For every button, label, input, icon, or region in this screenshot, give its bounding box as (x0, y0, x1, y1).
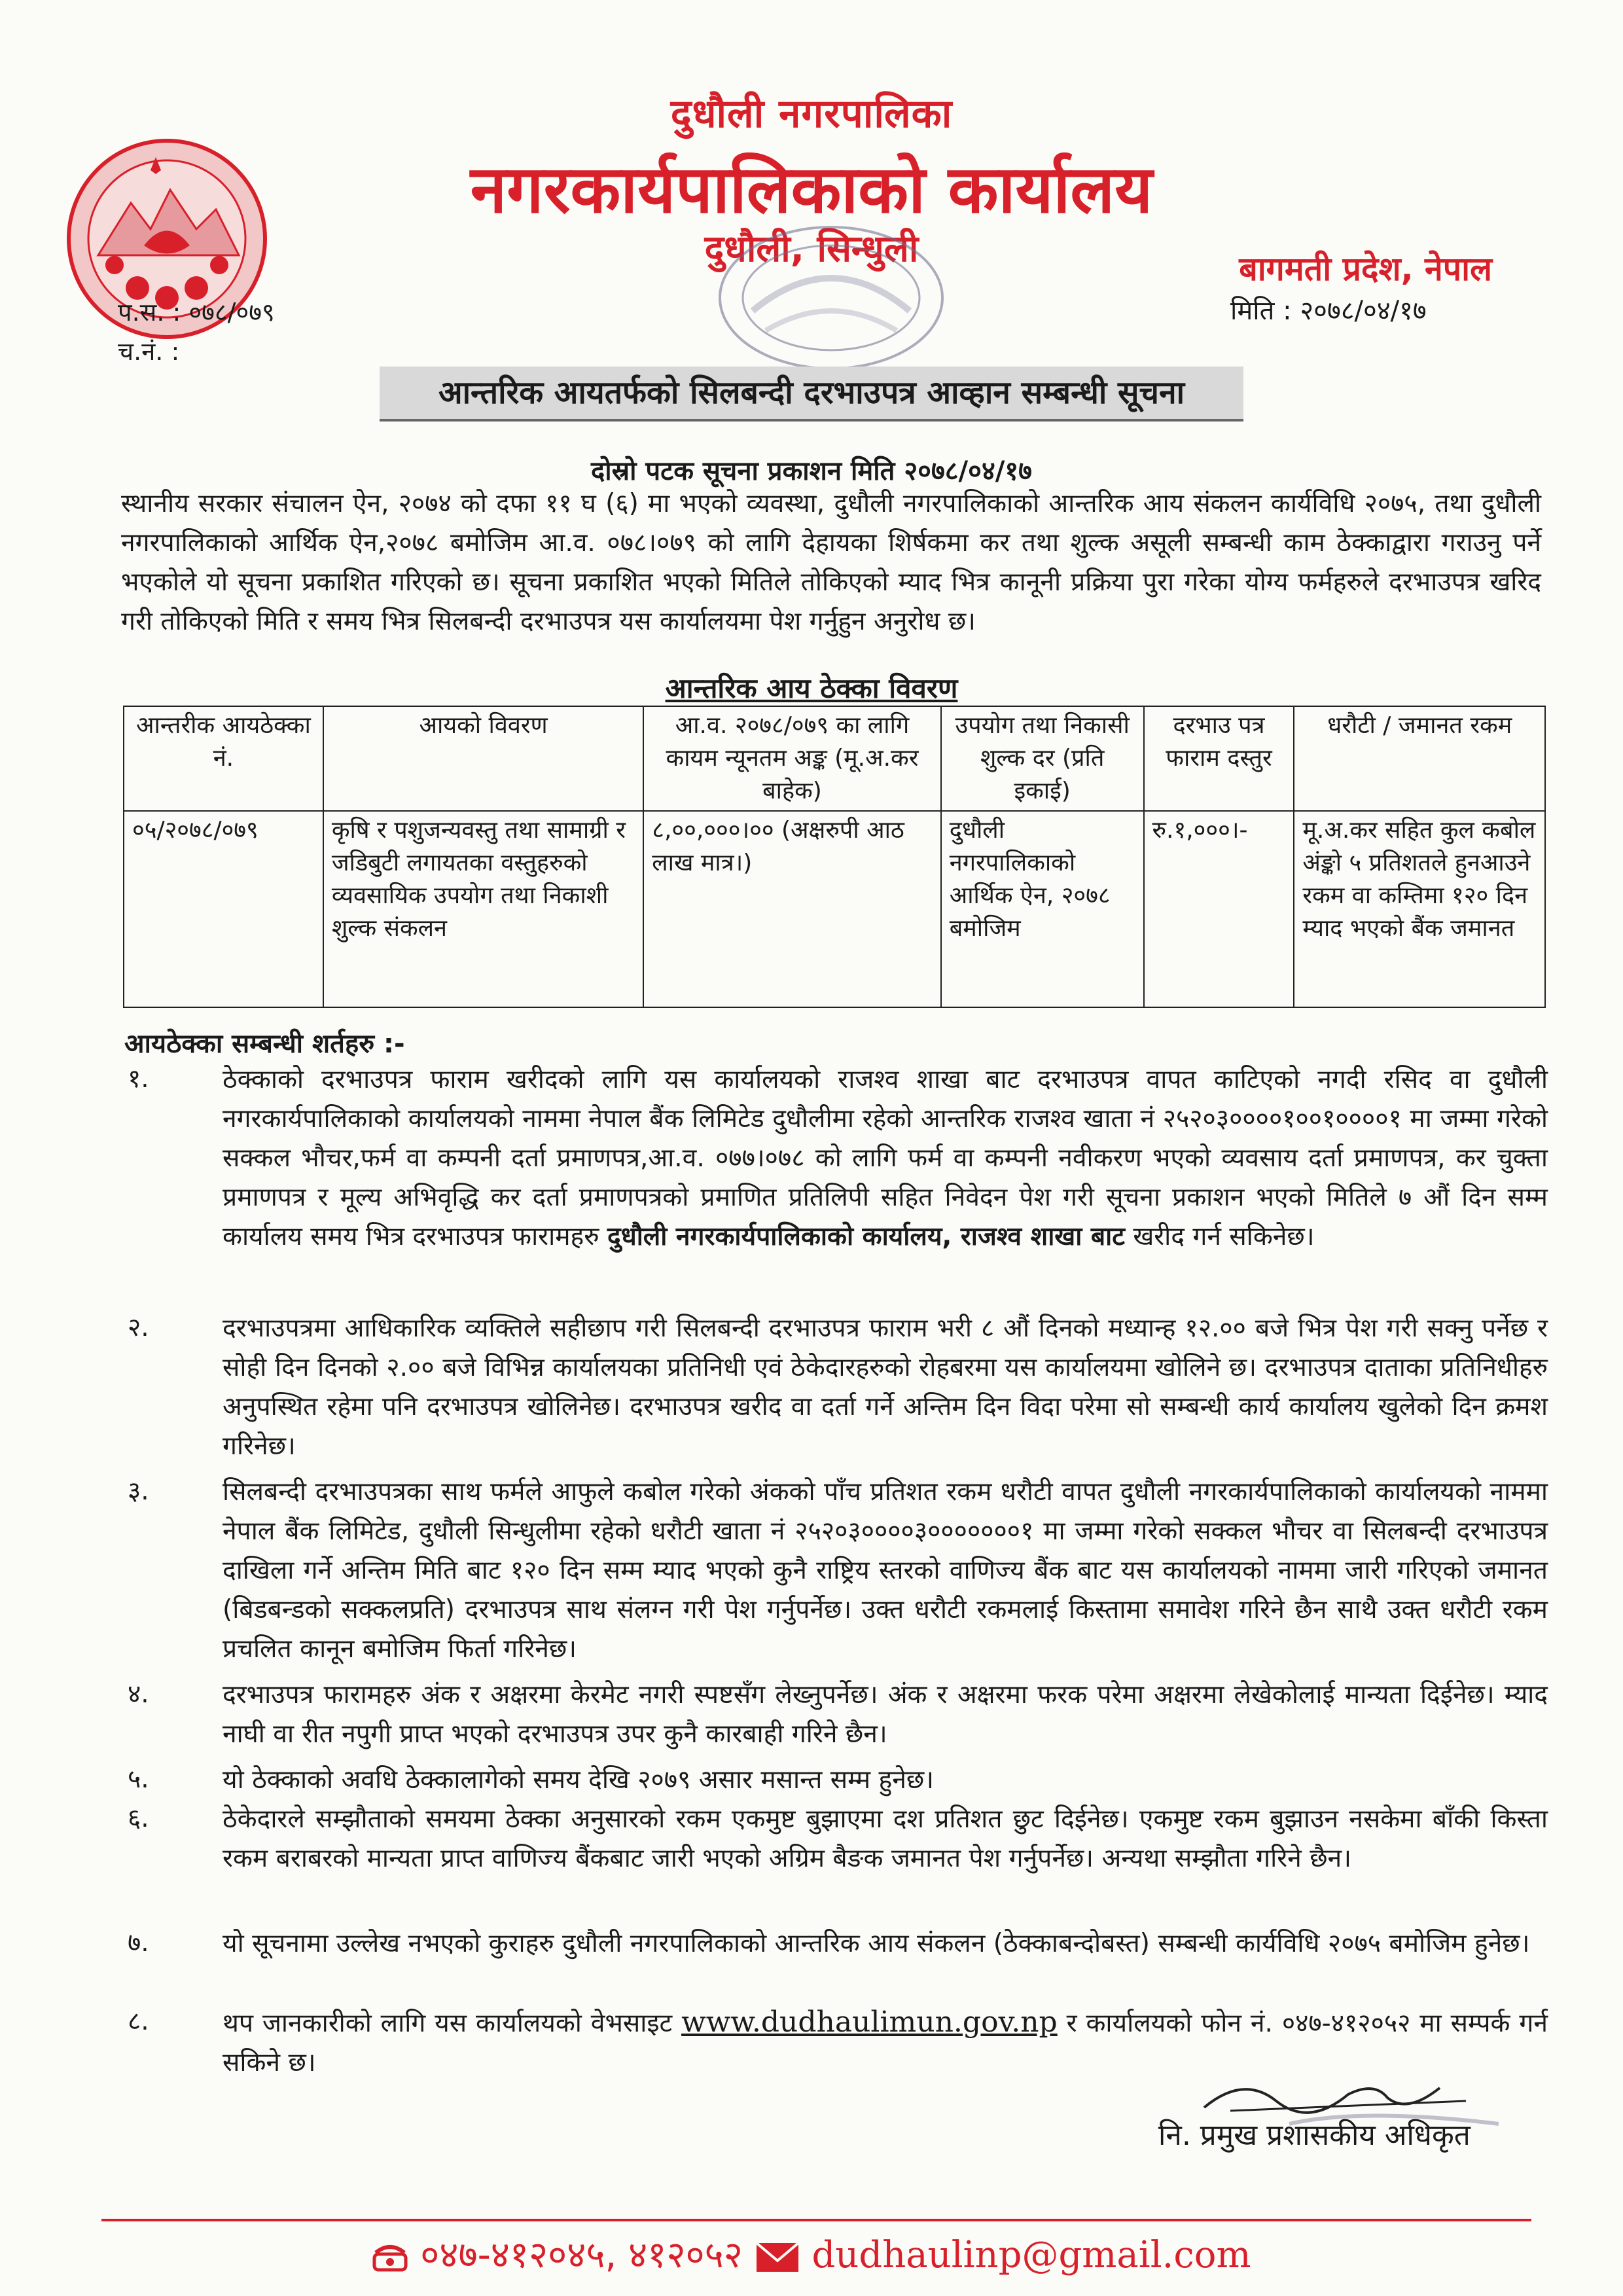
table-cell: मू.अ.कर सहित कुल कबोल अंङ्को ५ प्रतिशतले हुनआउने रकम वा कम्तिमा १२० दिन म्याद भएको बैंक जमानत (1294, 811, 1545, 1007)
condition-item: सिलबन्दी दरभाउपत्रका साथ फर्मले आफुले कबोल गरेको अंकको पाँच प्रतिशत रकम धरौटी वापत दुधौली नगरकार्यपालिकाको कार्यालयको नाममा नेपाल बैंक लिमिटेड, दुधौली सिन्धुलीमा रहेको धरौटी खाता नं २५२०३००००३०००००००१ मा जम्मा गरेको सक्कल भौचर वा सिलबन्दी दरभाउपत्र दाखिला गर्ने अन्तिम मिति बाट १२० दिन सम्म म्याद भएको कुनै राष्ट्रिय स्तरको वाणिज्य बैंक बाट यस कार्यालयको नाममा जारी गरिएको जमानत (बिडबन्डको सक्कलप्रति) दरभाउपत्र साथ संलग्न गरी पेश गर्नुपर्नेछ। उक्त धरौटी रकमलाई किस्तामा समावेश गरिने छैन साथै उक्त धरौटी रकम प्रचलित कानून बमोजिम फिर्ता गरिनेछ। (223, 1477, 1548, 1664)
office-stamp-icon (713, 219, 949, 376)
condition-bold-text: दुधौली नगरकार्यपालिकाको कार्यालय, राजश्व शाखा बाट (607, 1222, 1125, 1251)
table-cell: ८,००,०००।०० (अक्षरुपी आठ लाख मात्र।) (643, 811, 940, 1007)
signatory-title: नि. प्रमुख प्रशासकीय अधिकृत (1158, 2119, 1471, 2152)
mail-icon (755, 2241, 800, 2274)
intro-paragraph: स्थानीय सरकार संचालन ऐन, २०७४ को दफा ११ घ (६) मा भएको व्यवस्था, दुधौली नगरपालिकाको आन्तरिक आय संकलन कार्यविधि २०७५, तथा दुधौली नगरपालिकाको आर्थिक ऐन,२०७८ बमोजिम आ.व. ०७८।०७९ को लागि देहायका शिर्षकमा कर तथा शुल्क असूली सम्बन्धी काम ठेक्काद्वारा गराउनु पर्ने भएकोले यो सूचना प्रकाशित गरिएको छ। सूचना प्रकाशित भएको मितिले तोकिएको म्याद भित्र कानूनी प्रक्रिया पुरा गरेका योग्य फर्महरुले दरभाउपत्र खरिद गरी तोकिएको मिति र समय भित्र सिलबन्दी दरभाउपत्र यस कार्यालयमा पेश गर्नुहुन अनुरोध छ। (121, 489, 1541, 636)
table-header-cell: धरौटी / जमानत रकम (1294, 706, 1545, 811)
table-header-cell: आ.व. २०७८/०७९ का लागि कायम न्यूनतम अङ्क (मू.अ.कर बाहेक) (643, 706, 940, 811)
phone-numbers: ०४७-४१२०४५, ४१२०५२ (420, 2234, 743, 2276)
table-title: आन्तरिक आय ठेक्का विवरण (665, 672, 958, 704)
condition-item (223, 1060, 1548, 1257)
table-header-cell: उपयोग तथा निकासी शुल्क दर (प्रति इकाई) (941, 706, 1144, 811)
office-place: दुधौली, सिन्धुली (704, 228, 919, 270)
condition-tail-text: र कार्यालयको फोन नं. ०४७-४१२०५२ मा सम्पर्क गर्न सकिने छ। (223, 2009, 1548, 2077)
condition-item: यो सूचनामा उल्लेख नभएको कुराहरु दुधौली नगरपालिकाको आन्तरिक आय संकलन (ठेक्काबन्दोबस्त) सम्बन्धी कार्यविधि २०७५ बमोजिम हुनेछ। (223, 1929, 1530, 1958)
condition-number: ७. (128, 1928, 149, 1958)
table-header-cell: दरभाउ पत्र फाराम दस्तुर (1144, 706, 1294, 811)
publication-line: दोस्रो पटक सूचना प्रकाशन मिति २०७८/०४/१७ (591, 456, 1032, 486)
condition-number: ५. (128, 1765, 149, 1794)
contact-footer (0, 2229, 1623, 2278)
condition-item: दरभाउपत्रमा आधिकारिक व्यक्तिले सहीछाप गरी सिलबन्दी दरभाउपत्र फाराम भरी ८ औं दिनको मध्यान्ह १२.०० बजे भित्र पेश गरी सक्नु पर्नेछ र सोही दिन दिनको २.०० बजे विभिन्न कार्यालयका प्रतिनिधी एवं ठेकेदारहरुको रोहबरमा यस कार्यालयमा खोलिने छ। दरभाउपत्र दाताका प्रतिनिधीहरु अनुपस्थित रहेमा पनि दरभाउपत्र खोलिनेछ। दरभाउपत्र खरीद वा दर्ता गर्ने अन्तिम दिन विदा परेमा सो सम्बन्धी कार्य कार्यालय खुलेको दिन क्रमश गरिनेछ। (223, 1314, 1548, 1461)
footer-divider (101, 2219, 1531, 2221)
table-cell: ०५/२०७८/०७९ (124, 811, 323, 1007)
table-header-cell: आयको विवरण (323, 706, 643, 811)
condition-text: थप जानकारीको लागि यस कार्यालयको वेभसाइट (223, 2009, 673, 2038)
condition-tail-text: खरीद गर्न सकिनेछ। (1133, 1222, 1315, 1251)
conditions-heading: आयठेक्का सम्बन्धी शर्तहरु :- (124, 1029, 405, 1059)
condition-number: ८. (128, 2007, 149, 2036)
table-row (124, 811, 1545, 1007)
letter-number: प.स. : ०७८/०७९ (118, 298, 275, 327)
condition-item: दरभाउपत्र फारामहरु अंक र अक्षरमा केरमेट नगरी स्पष्टसँग लेख्नुपर्नेछ। अंक र अक्षरमा फरक परेमा अक्षरमा लेखेकोलाई मान्यता दिईनेछ। म्याद नाघी वा रीत नपुगी प्राप्त भएको दरभाउपत्र उपर कुनै कारबाही गरिने छैन। (223, 1680, 1548, 1749)
website-link[interactable]: www.dudhaulimun.gov.np (681, 2005, 1058, 2039)
condition-number: ४. (128, 1679, 149, 1709)
municipality-name: दुधौली नगरपालिका (670, 91, 953, 137)
condition-item: यो ठेक्काको अवधि ठेक्कालागेको समय देखि २०७९ असार मसान्त सम्म हुनेछ। (223, 1765, 934, 1795)
phone-icon (372, 2242, 408, 2272)
condition-item: ठेकेदारले सम्झौताको समयमा ठेक्का अनुसारको रकम एकमुष्ट बुझाएमा दश प्रतिशत छुट दिईनेछ। एकमुष्ट रकम बुझाउन नसकेमा बाँकी किस्ता रकम बराबरको मान्यता प्राप्त वाणिज्य बैंकबाट जारी भएको अग्रिम बैङक जमानत पेश गर्नुपर्नेछ। अन्यथा सम्झौता गरिने छैन। (223, 1804, 1548, 1873)
email-link[interactable]: dudhaulinp@gmail.com (812, 2234, 1251, 2276)
condition-text: ठेक्काको दरभाउपत्र फाराम खरीदको लागि यस कार्यालयको राजश्व शाखा बाट दरभाउपत्र वापत काटिएको नगदी रसिद वा दुधौली नगरकार्यपालिकाको कार्यालयको नाममा नेपाल बैंक लिमिटेड दुधौलीमा रहेको आन्तरिक राजश्व खाता नं २५२०३००००१००१००००१ मा जम्मा गरेको सक्कल भौचर,फर्म वा कम्पनी दर्ता प्रमाणपत्र,आ.व. ०७७।०७८ को लागि फर्म वा कम्पनी नवीकरण भएको व्यवसाय दर्ता प्रमाणपत्र, कर चुक्ता प्रमाणपत्र र मूल्य अभिवृद्धि कर दर्ता प्रमाणपत्रको प्रमाणित प्रतिलिपी सहित निवेदन पेश गरी सूचना प्रकाशन भएको मितिले ७ औं दिन सम्म कार्यालय समय भित्र दरभाउपत्र फारामहरु (223, 1065, 1548, 1251)
table-cell: कृषि र पशुजन्यवस्तु तथा सामाग्री र जडिबुटी लगायतका वस्तुहरुको व्यवसायिक उपयोग तथा निकाशी शुल्क संकलन (323, 811, 643, 1007)
table-header-row (124, 706, 1545, 811)
table-cell: दुधौली नगरपालिकाको आर्थिक ऐन, २०७८ बमोजिम (941, 811, 1144, 1007)
condition-number: ६. (128, 1804, 149, 1833)
table-cell: रु.१,०००।- (1144, 811, 1294, 1007)
issue-date: मिति : २०७८/०४/१७ (1230, 296, 1427, 326)
condition-number: ३. (128, 1477, 149, 1506)
condition-number: २. (128, 1313, 149, 1342)
condition-number: १. (128, 1064, 149, 1094)
dispatch-number: च.नं. : (118, 337, 180, 366)
office-name: नगरकार्यपालिकाको कार्यालय (470, 151, 1153, 228)
table-header-cell: आन्तरीक आयठेक्का नं. (124, 706, 323, 811)
contract-details-table (123, 706, 1546, 1008)
notice-title: आन्तरिक आयतर्फको सिलबन्दी दरभाउपत्र आव्हान सम्बन्धी सूचना (380, 367, 1243, 422)
province-label: बागमती प्रदेश, नेपाल (1239, 250, 1492, 288)
